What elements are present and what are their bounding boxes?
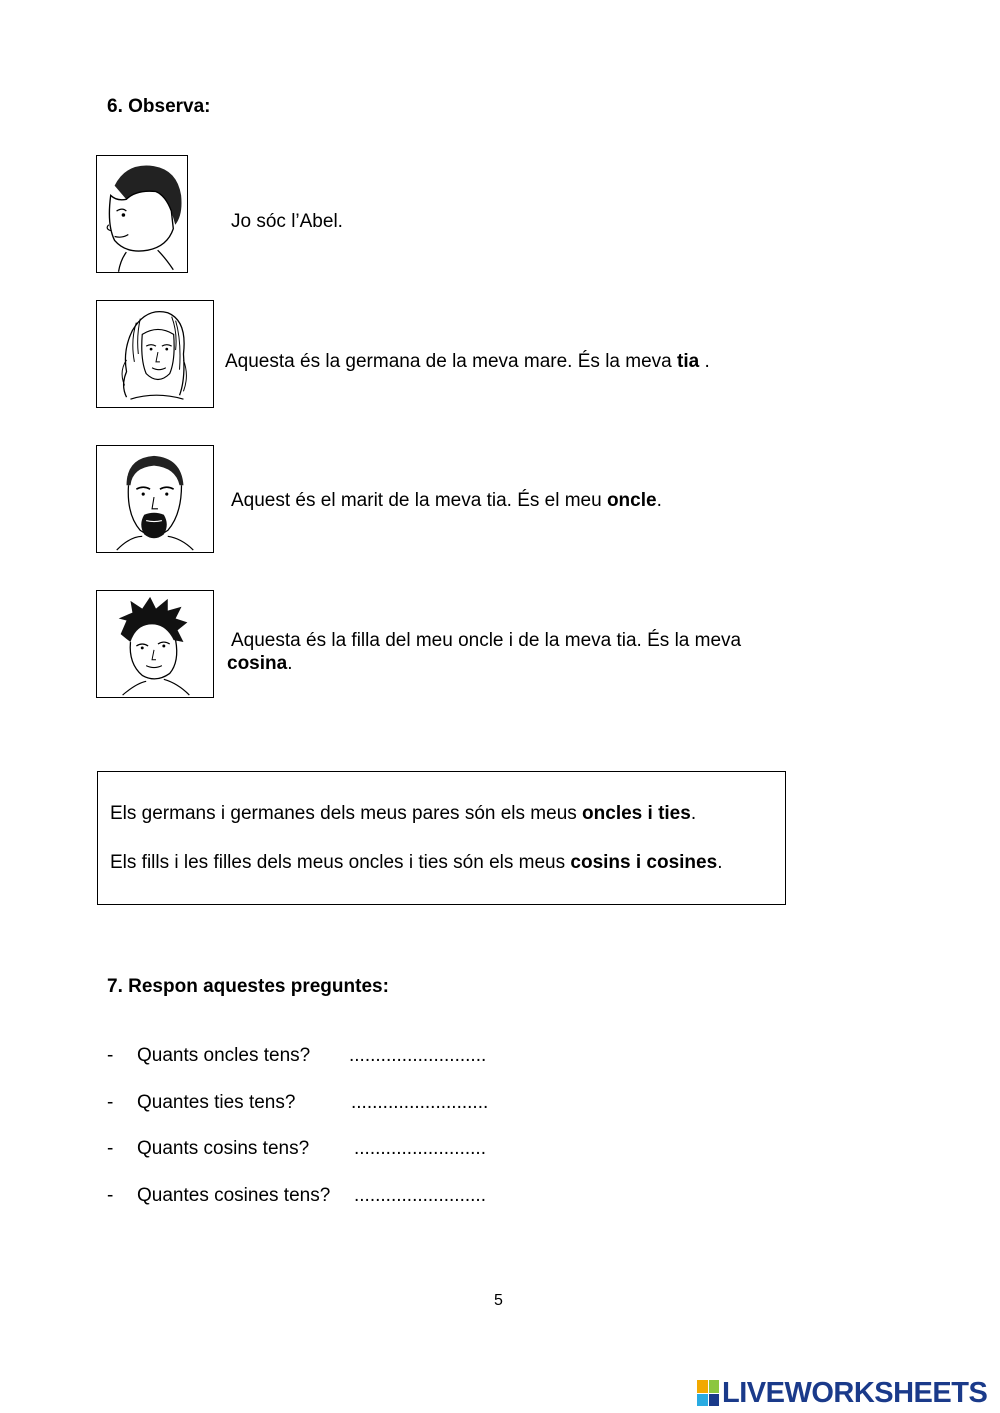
logo-icon xyxy=(697,1380,719,1406)
question-1-dash: - xyxy=(107,1045,114,1066)
question-3-dash: - xyxy=(107,1138,114,1159)
liveworksheets-logo[interactable] xyxy=(697,1378,987,1408)
question-4-dash: - xyxy=(107,1185,114,1206)
definition-1-text: Els germans i germanes dels meus pares són els meus xyxy=(110,803,583,824)
logo-square-2 xyxy=(709,1380,720,1393)
item-4-sentence: Aquesta és la filla del meu oncle i de la meva tia. És la meva xyxy=(231,630,742,651)
question-1-text: Quants oncles tens? xyxy=(137,1045,311,1066)
item-2-sentence-end: . xyxy=(699,351,710,372)
question-2-text: Quantes ties tens? xyxy=(137,1092,296,1113)
question-2-dash: - xyxy=(107,1092,114,1113)
item-2-text xyxy=(225,350,710,373)
aunt-face-drawing xyxy=(97,301,213,407)
definition-1-bold: oncles i ties xyxy=(582,803,691,824)
cousin-face-drawing xyxy=(97,591,213,697)
uncle-portrait xyxy=(96,445,214,553)
logo-text: LIVEWORKSHEETS xyxy=(722,1376,988,1409)
item-3-sentence-end: . xyxy=(656,490,662,511)
definition-line-1 xyxy=(110,803,696,825)
question-1-answer-field[interactable]: .......................... xyxy=(349,1045,487,1066)
item-1-sentence: Jo sóc l’Abel. xyxy=(231,211,343,232)
item-3-text xyxy=(231,489,662,512)
item-2-bold-word: tia xyxy=(677,351,700,372)
item-4-text xyxy=(227,629,741,675)
question-4-answer-field[interactable]: ......................... xyxy=(354,1185,486,1206)
question-2-answer-field[interactable]: .......................... xyxy=(351,1092,489,1113)
exercise-6-title: 6. Observa: xyxy=(107,96,211,117)
item-2-sentence: Aquesta és la germana de la meva mare. És la meva xyxy=(225,351,678,372)
item-4-sentence-end: . xyxy=(287,653,293,674)
question-3-answer-field[interactable]: ......................... xyxy=(354,1138,486,1159)
logo-square-3 xyxy=(697,1394,708,1407)
definition-2-text: Els fills i les filles dels meus oncles i ties són els meus xyxy=(110,852,571,873)
boy-face-drawing xyxy=(97,156,187,272)
page-number: 5 xyxy=(494,1292,503,1309)
definition-2-bold: cosins i cosines xyxy=(570,852,718,873)
cousin-portrait xyxy=(96,590,214,698)
definition-line-2 xyxy=(110,852,722,874)
question-3-text: Quants cosins tens? xyxy=(137,1138,310,1159)
item-1-text xyxy=(231,210,343,233)
definition-2-end: . xyxy=(717,852,723,873)
logo-square-4 xyxy=(709,1394,720,1407)
definition-box xyxy=(97,771,786,905)
item-3-bold-word: oncle xyxy=(606,490,657,511)
item-3-sentence: Aquest és el marit de la meva tia. És el meu xyxy=(231,490,607,511)
aunt-portrait xyxy=(96,300,214,408)
uncle-face-drawing xyxy=(97,446,213,552)
item-4-bold-word: cosina xyxy=(227,653,288,674)
exercise-7-title: 7. Respon aquestes preguntes: xyxy=(107,976,389,997)
question-4-text: Quantes cosines tens? xyxy=(137,1185,331,1206)
logo-square-1 xyxy=(697,1380,708,1393)
boy-portrait xyxy=(96,155,188,273)
definition-1-end: . xyxy=(690,803,697,824)
